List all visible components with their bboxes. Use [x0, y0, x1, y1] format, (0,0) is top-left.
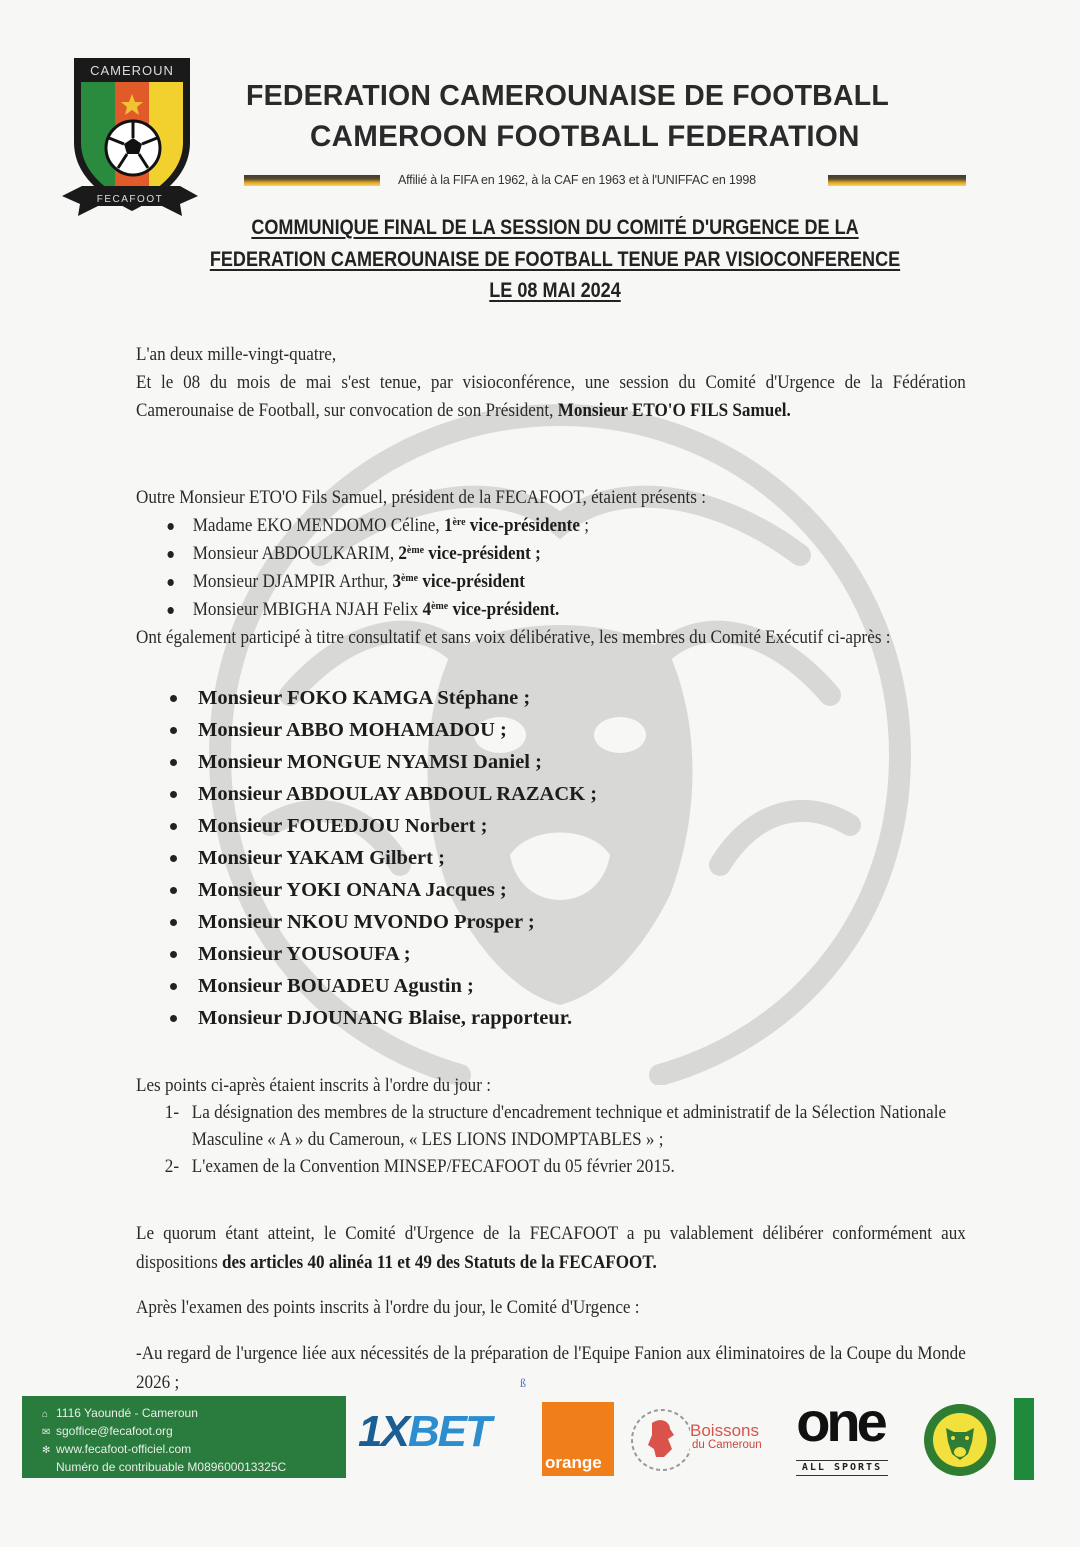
title-line-1: COMMUNIQUE FINAL DE LA SESSION DU COMITÉ D'URGENCE DE LA [251, 216, 859, 239]
footer-contact-box [22, 1396, 346, 1478]
presents-lead: Outre Monsieur ETO'O Fils Samuel, président de la FECAFOOT, étaient présents : [136, 487, 706, 508]
sponsor-orange-logo: orange [542, 1402, 614, 1476]
svg-text:FECAFOOT: FECAFOOT [96, 194, 164, 205]
list-item: Monsieur YOUSOUFA ; [136, 938, 966, 970]
list-item: Monsieur NKOU MVONDO Prosper ; [136, 906, 966, 938]
list-item: Monsieur DJAMPIR Arthur, 3ème vice-président [136, 568, 966, 596]
list-item: Monsieur ABDOULKARIM, 2ème vice-président ; [136, 540, 966, 568]
agenda-section [136, 1072, 966, 1180]
list-item: Monsieur YOKI ONANA Jacques ; [136, 874, 966, 906]
header-stripe-right [828, 175, 966, 186]
intro-line-2: Et le 08 du mois de mai s'est tenue, par visioconférence, une session du Comité d'Urgence de la Fédération Camerounaise de Football, sur convocation de son Président, [136, 372, 966, 421]
fecafoot-crest-icon [62, 56, 198, 218]
list-item: Monsieur FOKO KAMGA Stéphane ; [136, 682, 966, 714]
president-name: Monsieur ETO'O FILS Samuel. [557, 400, 791, 421]
list-item: Monsieur FOUEDJOU Norbert ; [136, 810, 966, 842]
title-line-2: FEDERATION CAMEROUNAISE DE FOOTBALL TENUE PAR VISIOCONFERENCE [209, 247, 901, 271]
footer-website[interactable]: www.fecafoot-officiel.com [56, 1442, 192, 1456]
executive-members-list [136, 682, 966, 1034]
sponsor-1xbet-logo: 1XBET [358, 1407, 490, 1456]
federation-title-en: CAMEROON FOOTBALL FEDERATION [310, 120, 860, 153]
vice-presidents-list [136, 512, 966, 624]
urgency-paragraph: -Au regard de l'urgence liée aux nécessités de la préparation de l'Equipe Fanion aux éliminatoires de la Coupe du Monde 2026 ; [136, 1343, 966, 1393]
bottle-cap-lion-icon [630, 1405, 690, 1475]
sponsor-one-all-sports-logo: one ALL SPORTS [780, 1400, 900, 1482]
agenda-item: 1- La désignation des membres de la structure d'encadrement technique et administratif de la Sélection Nationale Masculine « A » du Cameroun, « LES LIONS INDOMPTABLES » ; [164, 1102, 947, 1150]
list-item: Monsieur ABDOULAY ABDOUL RAZACK ; [136, 778, 966, 810]
globe-icon: ✻ [42, 1445, 51, 1456]
list-item: Monsieur MONGUE NYAMSI Daniel ; [136, 746, 966, 778]
quorum-paragraph: Le quorum étant atteint, le Comité d'Urgence de la FECAFOOT a pu valablement délibérer conformément aux dispositions des articles 40 alinéa 11 et 49 des Statuts de la FECAFOOT. [136, 1223, 966, 1273]
lions-indomptables-icon [920, 1402, 1000, 1478]
envelope-icon: ✉ [42, 1427, 51, 1438]
list-item: Monsieur ABBO MOHAMADOU ; [136, 714, 966, 746]
list-item: Madame EKO MENDOMO Céline, 1ère vice-présidente ; [136, 512, 966, 540]
after-exam-text: Après l'examen des points inscrits à l'ordre du jour, le Comité d'Urgence : [136, 1297, 640, 1318]
affiliation-text: Affilié à la FIFA en 1962, à la CAF en 1963 et à l'UNIFFAC en 1998 [398, 173, 756, 187]
footer-address: 1116 Yaoundé - Cameroun [56, 1406, 198, 1420]
intro-paragraph [136, 341, 966, 425]
federation-title-fr: FEDERATION CAMEROUNAISE DE FOOTBALL [246, 80, 889, 112]
sponsor-boissons-logo: Boissons du Cameroun [630, 1405, 780, 1475]
svg-text:CAMEROUN: CAMEROUN [90, 63, 174, 78]
presents-section [136, 484, 966, 652]
intro-line-1: L'an deux mille-vingt-quatre, [136, 344, 337, 365]
executive-members-section [136, 682, 966, 1034]
statutes-reference: des articles 40 alinéa 11 et 49 des Statuts de la FECAFOOT. [222, 1252, 657, 1273]
list-item: Monsieur YAKAM Gilbert ; [136, 842, 966, 874]
initials-mark-icon: ß [520, 1376, 526, 1390]
header-stripe-left [244, 175, 380, 186]
agenda-list [136, 1099, 966, 1180]
title-line-3: LE 08 MAI 2024 [489, 279, 621, 302]
list-item: Monsieur MBIGHA NJAH Felix 4ème vice-président. [136, 596, 966, 624]
home-icon: ⌂ [42, 1409, 49, 1420]
consultative-lead: Ont également participé à titre consultatif et sans voix délibérative, les membres du Comité Exécutif ci-après : [136, 627, 891, 648]
list-item: Monsieur DJOUNANG Blaise, rapporteur. [136, 1002, 966, 1034]
list-item: Monsieur BOUADEU Agustin ; [136, 970, 966, 1002]
agenda-item: 2- L'examen de la Convention MINSEP/FECAFOOT du 05 février 2015. [164, 1156, 675, 1177]
communique-title [190, 212, 921, 307]
footer-tax-id: Numéro de contribuable M089600013325C [56, 1460, 287, 1474]
footer-green-block [1014, 1398, 1034, 1480]
footer-email[interactable]: sgoffice@fecafoot.org [56, 1424, 173, 1438]
agenda-lead: Les points ci-après étaient inscrits à l'ordre du jour : [136, 1075, 491, 1096]
